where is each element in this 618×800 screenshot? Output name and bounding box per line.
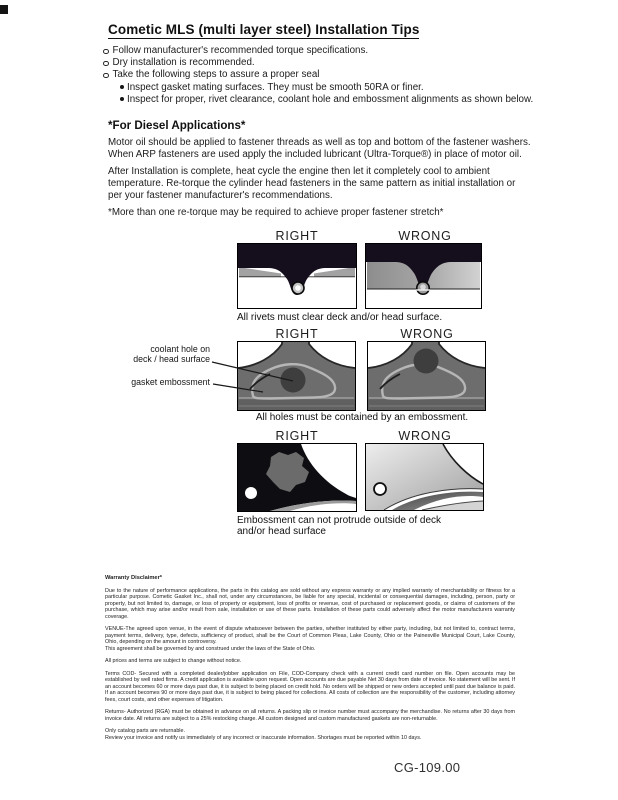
sub-tip-text: Inspect gasket mating surfaces. They must be smooth 50RA or finer. <box>127 81 424 93</box>
scan-mark <box>0 5 8 14</box>
figure-hole-wrong <box>367 341 486 411</box>
figure3-caption: Embossment can not protrude outside of deck and/or head surface <box>237 515 442 537</box>
figure-rivet-right <box>237 243 357 309</box>
diesel-paragraph-1: Motor oil should be applied to fastener threads as well as top and bottom of the fastener washers. When ARP fasteners are used apply the included lubricant (Ultra-Torque®) in place of motor oil. <box>108 137 531 161</box>
disclaimer-terms-cod-paragraph: Terms COD- Secured with a completed dealer/jobber application on File, COD-Company check with a current credit card number on file. Open accounts may be established by well rated firms. A credit application is available upon request. Open accounts are due payable Net 30 days from date of invoice. No statement will be sent. If an account becomes 60 or more days past due, it is subject to being placed on credit hold. No orders will be shipped or new orders accepted until past due balance is paid. If an account becomes 90 or more days past due, it is subject to being placed for collections. All costs of collection are the responsibility of the customer, including attorney fees, court costs, and other expenses of litigation. <box>105 670 515 703</box>
figure3-wrong-label: WRONG <box>398 429 452 443</box>
dot-bullet-icon <box>120 97 124 101</box>
circle-bullet-icon <box>103 61 109 67</box>
bolt-hole-icon <box>245 487 257 499</box>
tip-text: Take the following steps to assure a proper seal <box>112 69 320 81</box>
disclaimer-heading: Warranty Disclaimer* <box>105 575 163 581</box>
callout-leader-lines <box>110 341 370 401</box>
document-code: CG-109.00 <box>394 760 461 775</box>
bolt-hole-icon <box>374 483 386 495</box>
tip-text: Dry installation is recommended. <box>112 57 255 69</box>
tip-item <box>103 45 533 57</box>
figure-embossment-right <box>237 443 357 512</box>
sub-tip-item <box>120 94 533 106</box>
disclaimer-prices-note: All prices and terms are subject to change without notice. <box>105 658 242 664</box>
tip-item <box>103 57 533 69</box>
figure1-wrong-label: WRONG <box>398 229 452 243</box>
figure3-right-label: RIGHT <box>275 429 319 443</box>
figure1-caption: All rivets must clear deck and/or head surface. <box>237 312 443 323</box>
sub-tip-item <box>120 82 533 94</box>
diesel-paragraph-2: After Installation is complete, heat cycle the engine then let it completely cool to ambient temperature. Re-torque the cylinder head fasteners in the same pattern as initial installation or per your fastener manufacturer's recommendations. <box>108 166 516 202</box>
embossment-wrong-illustration <box>366 444 483 510</box>
page-title: Cometic MLS (multi layer steel) Installation Tips <box>108 22 420 37</box>
rivet-touching-deck-icon <box>416 282 430 294</box>
figure2-wrong-label: WRONG <box>400 327 454 341</box>
circle-bullet-icon <box>103 49 109 55</box>
coolant-hole-outside-icon <box>414 349 439 374</box>
sub-tip-text: Inspect for proper, rivet clearance, coolant hole and embossment alignments as shown below. <box>127 93 534 105</box>
disclaimer-governing-law: This agreement shall be governed by and construed under the laws of the State of Ohio. <box>105 645 316 652</box>
rivet-wrong-illustration <box>366 244 481 308</box>
rivet-icon <box>292 282 304 294</box>
disclaimer-review-note: Review your invoice and notify us immediately of any incorrect or inaccurate information. Shortages must be reported within 10 days. <box>105 734 422 741</box>
gasket-embossment-callout: gasket embossment <box>131 377 210 387</box>
tips-list <box>103 45 533 106</box>
disclaimer-venue-paragraph: VENUE-The agreed upon venue, in the event of dispute whatsoever between the parties, whether instituted by either party, including, but not limited to, contract terms, payment terms, delivery, type, defects, sufficiency of product, shall be the Court of Common Pleas, Lake County, Ohio or the Painesville Municipal Court, Lake County, Ohio, depending on the amount in controversy. <box>105 626 515 645</box>
tip-item <box>103 69 533 81</box>
circle-bullet-icon <box>103 73 109 79</box>
retorque-note: *More than one re-torque may be required to achieve proper fastener stretch* <box>108 207 444 218</box>
dot-bullet-icon <box>120 85 124 89</box>
disclaimer-returns-paragraph: Returns- Authorized (RGA) must be obtained in advance on all returns. A packing slip or invoice number must accompany the merchandise. No returns after 30 days from invoice date. All returns are subject to a 25% restocking charge. All custom designed and custom manufactured gaskets are non-returnable. <box>105 709 515 722</box>
hole-wrong-illustration <box>368 342 485 410</box>
diesel-applications-heading: *For Diesel Applications* <box>108 119 246 132</box>
disclaimer-warranty-paragraph: Due to the nature of performance applications, the parts in this catalog are sold without any express warranty or any implied warranty of merchantability or fitness for a particular purpose. Cometic Gasket Inc., shall not, under any circumstances, be liable for any special, incidental or consequential damages, including, person, party or property, but not limited to, damage, or loss of property or equipment, loss of profits or revenue, cost of purchased or replacement goods, or claims of customers of the purchase, which may arise and/or result from sale, installation or use of these parts. Installation of these parts could adversely affect the motor manufacturers warranty coverage. <box>105 587 515 620</box>
figure-rivet-wrong <box>365 243 482 309</box>
warranty-disclaimer-section <box>105 575 515 741</box>
embossment-right-illustration <box>238 444 356 511</box>
figure2-caption: All holes must be contained by an embossment. <box>255 412 469 423</box>
tip-text: Follow manufacturer's recommended torque specifications. <box>112 45 369 56</box>
figure1-right-label: RIGHT <box>275 229 319 243</box>
figure-embossment-wrong <box>365 443 484 511</box>
rivet-right-illustration <box>238 244 356 308</box>
figure2-right-label: RIGHT <box>275 327 319 341</box>
disclaimer-catalog-note: Only catalog parts are returnable. <box>105 728 186 734</box>
coolant-hole-callout: coolant hole on deck / head surface <box>133 344 210 364</box>
